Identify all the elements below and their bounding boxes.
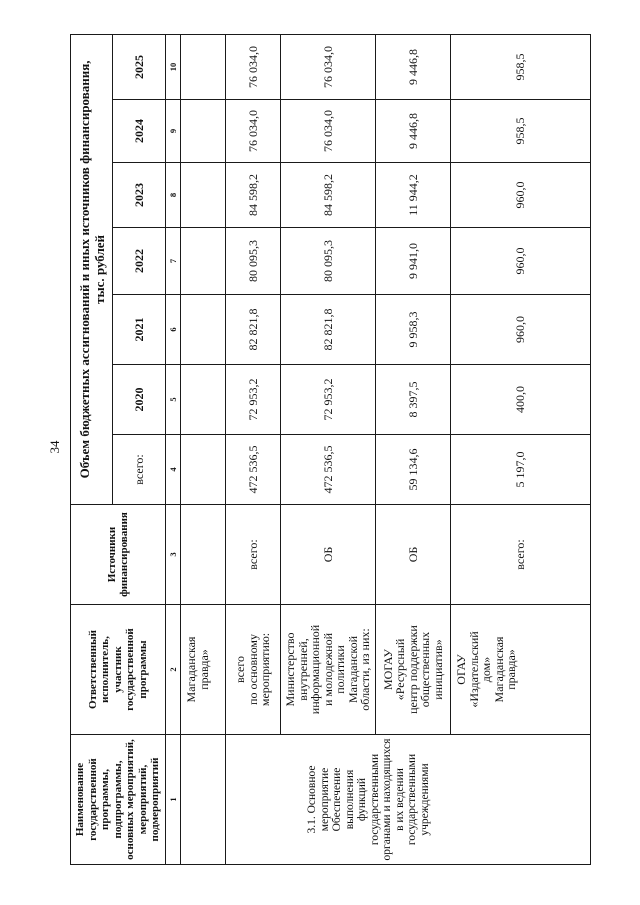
column-number: 6 bbox=[166, 295, 181, 365]
executor-cell: всего по основному мероприятию: bbox=[226, 605, 281, 735]
value-total-cell: 59 134,6 bbox=[376, 435, 451, 505]
executor-cell: ОГАУ «Издательский дом» Магаданская правда» bbox=[451, 605, 591, 735]
value-2022-cell: 80 095,3 bbox=[281, 228, 376, 295]
header-total: всего: bbox=[113, 435, 166, 505]
source-cell: ОБ bbox=[281, 505, 376, 605]
source-cell: всего: bbox=[226, 505, 281, 605]
value-cell-empty bbox=[181, 228, 226, 295]
value-2020-cell: 72 953,2 bbox=[281, 365, 376, 435]
value-2022-cell: 960,0 bbox=[451, 228, 591, 295]
source-cell-empty bbox=[181, 505, 226, 605]
header-year-2020: 2020 bbox=[113, 365, 166, 435]
value-cell-empty bbox=[181, 163, 226, 228]
executor-cell: МОГАУ «Ресурсный центр поддержки общественных инициатив» bbox=[376, 605, 451, 735]
value-2025-cell: 9 446,8 bbox=[376, 34, 451, 99]
value-2025-cell: 76 034,0 bbox=[226, 34, 281, 99]
header-year-2021: 2021 bbox=[113, 295, 166, 365]
value-total-cell: 472 536,5 bbox=[281, 435, 376, 505]
value-2025-cell: 76 034,0 bbox=[281, 34, 376, 99]
value-2022-cell: 9 941,0 bbox=[376, 228, 451, 295]
budget-table bbox=[70, 34, 591, 865]
executor-cell: Магаданская правда» bbox=[181, 605, 226, 735]
value-2021-cell: 82 821,8 bbox=[226, 295, 281, 365]
value-2024-cell: 76 034,0 bbox=[226, 100, 281, 163]
value-cell-empty bbox=[181, 435, 226, 505]
column-number: 2 bbox=[166, 605, 181, 735]
value-2023-cell: 11 944,2 bbox=[376, 163, 451, 228]
value-total-cell: 472 536,5 bbox=[226, 435, 281, 505]
column-number: 7 bbox=[166, 228, 181, 295]
source-cell: всего: bbox=[451, 505, 591, 605]
table-row bbox=[181, 34, 226, 864]
value-2025-cell: 958,5 bbox=[451, 34, 591, 99]
value-2022-cell: 80 095,3 bbox=[226, 228, 281, 295]
value-2021-cell: 9 958,3 bbox=[376, 295, 451, 365]
value-total-cell: 5 197,0 bbox=[451, 435, 591, 505]
table-frame bbox=[70, 35, 590, 865]
value-2023-cell: 84 598,2 bbox=[281, 163, 376, 228]
table-row bbox=[226, 34, 281, 864]
value-cell-empty bbox=[181, 34, 226, 99]
main-activity-cell: 3.1. Основное мероприятие Обеспечение выполнения функций государственными органами и находящихся в их ведении государственными учреждениями bbox=[226, 735, 591, 865]
header-funding: Объем бюджетных ассигнований и иных источников финансирования, тыс. рублей bbox=[71, 34, 113, 504]
header-year-2024: 2024 bbox=[113, 100, 166, 163]
value-cell-empty bbox=[181, 295, 226, 365]
source-cell: ОБ bbox=[376, 505, 451, 605]
value-2023-cell: 960,0 bbox=[451, 163, 591, 228]
value-2024-cell: 76 034,0 bbox=[281, 100, 376, 163]
header-year-2025: 2025 bbox=[113, 34, 166, 99]
header-row bbox=[71, 34, 113, 864]
header-name: Наименование государственной программы, подпрограммы, основных мероприятий, мероприятий, подмероприятий bbox=[71, 735, 166, 865]
value-2020-cell: 72 953,2 bbox=[226, 365, 281, 435]
rotated-table-wrapper bbox=[70, 35, 590, 865]
header-year-2023: 2023 bbox=[113, 163, 166, 228]
header-source: Источники финансирования bbox=[71, 505, 166, 605]
name-cell-empty bbox=[181, 735, 226, 865]
header-executor: Ответственный исполнитель, участник государственной программы bbox=[71, 605, 166, 735]
column-number: 4 bbox=[166, 435, 181, 505]
value-cell-empty bbox=[181, 100, 226, 163]
column-number: 5 bbox=[166, 365, 181, 435]
value-2021-cell: 960,0 bbox=[451, 295, 591, 365]
value-2024-cell: 9 446,8 bbox=[376, 100, 451, 163]
executor-cell: Министерство внутренней, информационной и молодежной политики Магаданской области, из них: bbox=[281, 605, 376, 735]
value-2021-cell: 82 821,8 bbox=[281, 295, 376, 365]
column-number: 1 bbox=[166, 735, 181, 865]
value-2020-cell: 8 397,5 bbox=[376, 365, 451, 435]
column-number: 9 bbox=[166, 100, 181, 163]
column-number: 8 bbox=[166, 163, 181, 228]
value-cell-empty bbox=[181, 365, 226, 435]
value-2020-cell: 400,0 bbox=[451, 365, 591, 435]
header-year-2022: 2022 bbox=[113, 228, 166, 295]
value-2024-cell: 958,5 bbox=[451, 100, 591, 163]
column-number: 3 bbox=[166, 505, 181, 605]
column-number-row bbox=[166, 34, 181, 864]
column-number: 10 bbox=[166, 34, 181, 99]
page-number: 34 bbox=[47, 440, 62, 454]
value-2023-cell: 84 598,2 bbox=[226, 163, 281, 228]
